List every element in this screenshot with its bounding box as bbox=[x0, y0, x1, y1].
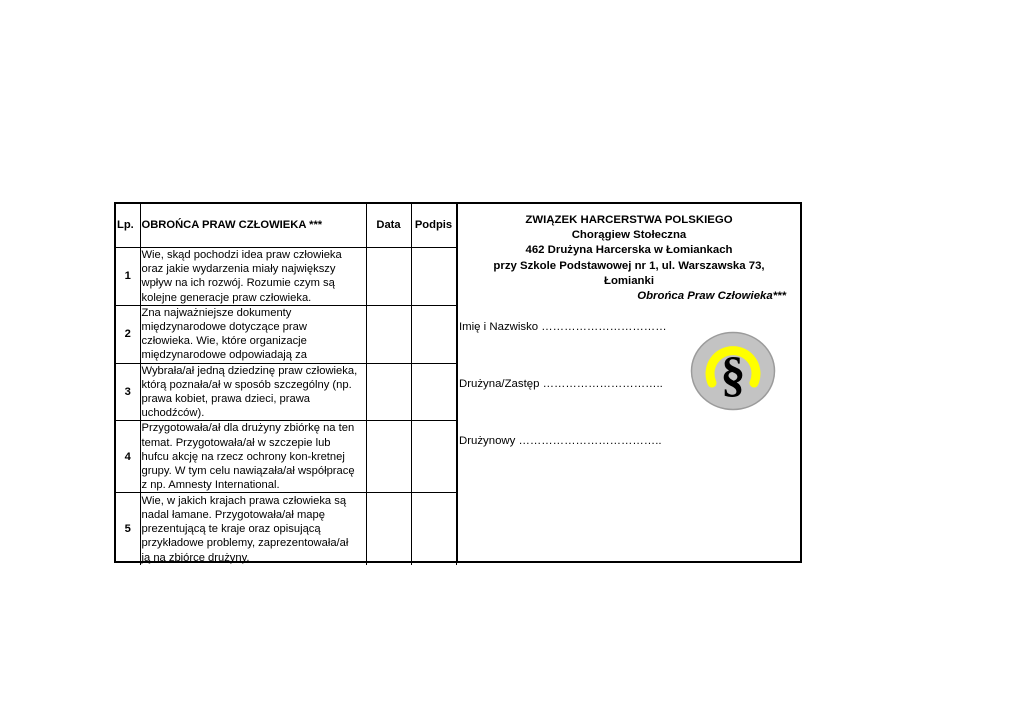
signature-cell[interactable] bbox=[411, 305, 456, 363]
row-number: 4 bbox=[116, 421, 140, 493]
requirement-row bbox=[116, 248, 456, 306]
requirement-text bbox=[140, 248, 366, 306]
date-cell[interactable] bbox=[366, 305, 411, 363]
requirement-line: międzynarodowe odpowiadają za bbox=[141, 349, 307, 362]
name-field[interactable]: Imię i Nazwisko …………………………… bbox=[459, 321, 667, 333]
requirement-text bbox=[140, 421, 366, 493]
date-cell[interactable] bbox=[366, 493, 411, 565]
row-number: 2 bbox=[116, 305, 140, 363]
requirement-line: oraz jakie wydarzenia miały największy bbox=[141, 263, 336, 276]
signature-cell[interactable] bbox=[411, 248, 456, 306]
org-line: Chorągiew Stołeczna bbox=[571, 229, 687, 242]
requirement-line: temat. Przygotowała/ał w szczepie lub bbox=[141, 436, 331, 449]
header-row bbox=[116, 204, 456, 248]
requirement-line: Wybrała/ał jedną dziedzinę praw człowieka, bbox=[141, 364, 358, 377]
badge-card bbox=[114, 202, 802, 563]
requirements-table bbox=[116, 204, 457, 565]
requirement-line: człowieka. Wie, które organizacje bbox=[141, 335, 307, 348]
requirement-line: przykładowe problemy, zaprezentowała/ał bbox=[141, 537, 349, 550]
requirement-line: Wie, w jakich krajach prawa człowieka są bbox=[141, 494, 347, 507]
date-cell[interactable] bbox=[366, 248, 411, 306]
row-number: 5 bbox=[116, 493, 140, 565]
date-cell[interactable] bbox=[366, 421, 411, 493]
date-cell[interactable] bbox=[366, 363, 411, 421]
header-signature: Podpis bbox=[411, 204, 456, 248]
requirement-text bbox=[140, 493, 366, 565]
organization-header bbox=[458, 213, 800, 304]
leader-field[interactable]: Drużynowy ……………………………….. bbox=[459, 435, 662, 447]
requirement-text bbox=[140, 305, 366, 363]
header-title: OBROŃCA PRAW CZŁOWIEKA *** bbox=[140, 204, 366, 248]
header-lp: Lp. bbox=[116, 204, 140, 248]
signature-cell[interactable] bbox=[411, 363, 456, 421]
badge-title: Obrońca Praw Człowieka*** bbox=[637, 290, 786, 303]
requirement-line: którą poznała/ał w sposób szczególny (np. bbox=[141, 378, 352, 391]
requirement-row bbox=[116, 421, 456, 493]
requirement-line: uchodźców). bbox=[141, 407, 205, 420]
requirement-row bbox=[116, 493, 456, 565]
requirement-row bbox=[116, 305, 456, 363]
paragraph-badge-icon bbox=[690, 331, 776, 411]
paragraph-symbol: § bbox=[720, 346, 746, 402]
requirement-line: międzynarodowe dotyczące praw bbox=[141, 321, 307, 334]
team-field[interactable]: Drużyna/Zastęp ………………………….. bbox=[459, 378, 663, 390]
org-line: 462 Drużyna Harcerska w Łomiankach bbox=[525, 244, 733, 257]
signature-cell[interactable] bbox=[411, 493, 456, 565]
requirement-line: kolejne generacje praw człowieka. bbox=[141, 291, 312, 304]
requirement-line: grupy. W tym celu nawiązała/ał współpracę bbox=[141, 465, 355, 478]
requirement-line: prawa kobiet, prawa dzieci, prawa bbox=[141, 393, 311, 406]
requirement-line: Przygotowała/ał dla drużyny zbiórkę na ten bbox=[141, 422, 355, 435]
row-number: 1 bbox=[116, 248, 140, 306]
row-number: 3 bbox=[116, 363, 140, 421]
requirement-line: z np. Amnesty International. bbox=[141, 479, 280, 492]
requirement-line: Zna najważniejsze dokumenty bbox=[141, 306, 292, 319]
header-date: Data bbox=[366, 204, 411, 248]
requirement-text bbox=[140, 363, 366, 421]
requirement-row bbox=[116, 363, 456, 421]
org-line: Łomianki bbox=[603, 274, 654, 287]
org-line: przy Szkole Podstawowej nr 1, ul. Warszawska 73, bbox=[493, 259, 765, 272]
requirement-line: wpływ na ich rozwój. Rozumie czym są bbox=[141, 277, 335, 290]
requirement-line: Wie, skąd pochodzi idea praw człowieka bbox=[141, 249, 342, 261]
requirement-line: nadal łamane. Przygotowała/ał mapę bbox=[141, 508, 325, 521]
signature-cell[interactable] bbox=[411, 421, 456, 493]
requirement-line: hufcu akcję na rzecz ochrony kon-kretnej bbox=[141, 450, 345, 463]
requirement-line: ją na zbiórce drużyny. bbox=[141, 551, 250, 564]
requirement-line: prezentującą te kraje oraz opisującą bbox=[141, 523, 321, 536]
org-line: ZWIĄZEK HARCERSTWA POLSKIEGO bbox=[525, 214, 733, 226]
info-panel bbox=[458, 204, 800, 561]
